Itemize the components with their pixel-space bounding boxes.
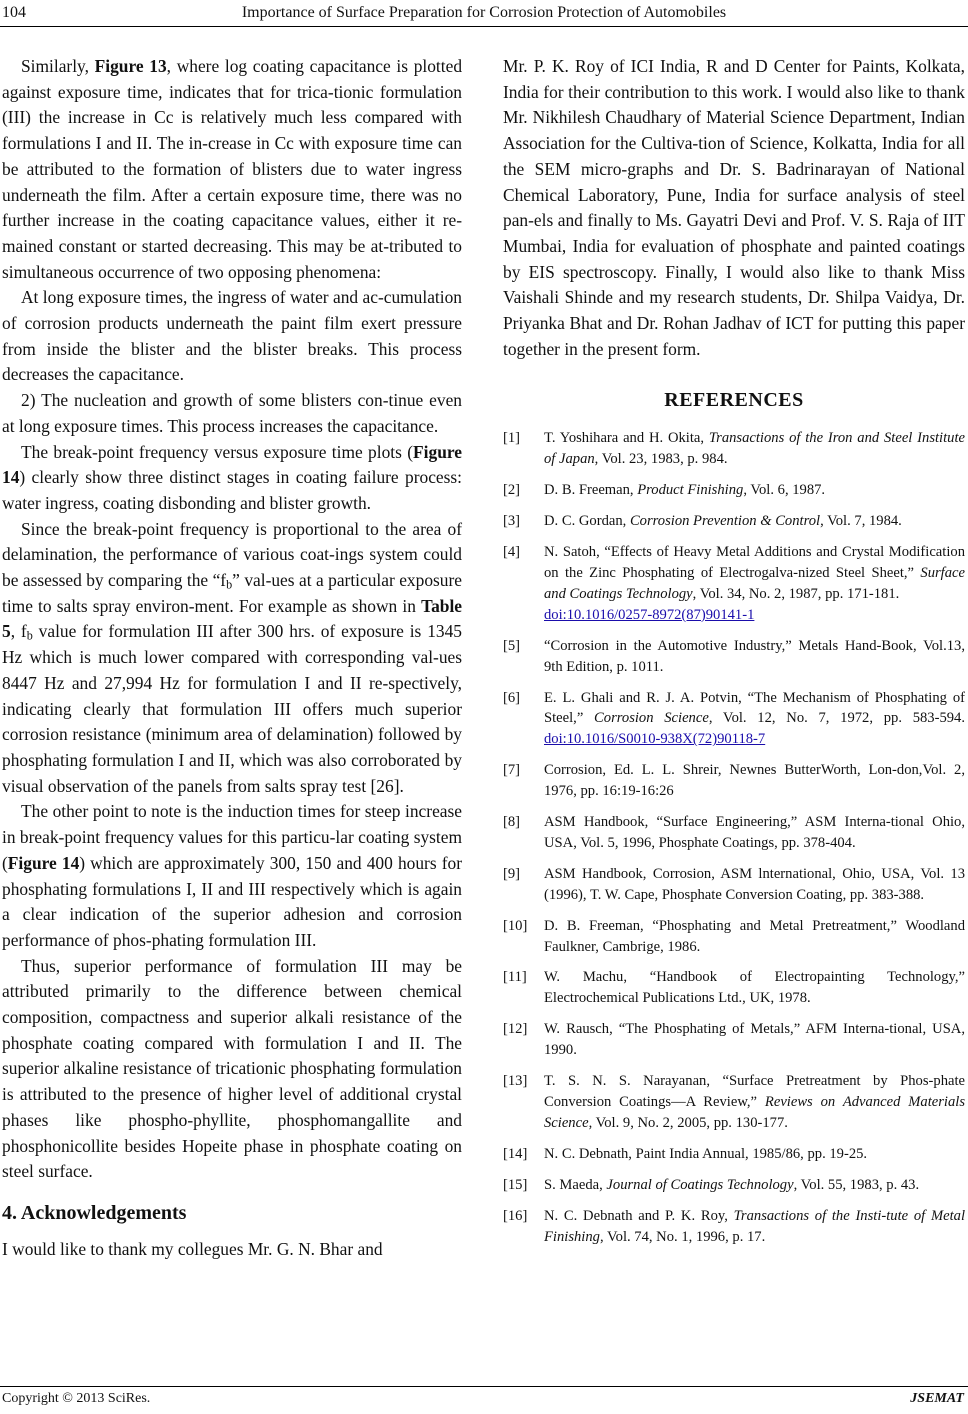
reference-source: Transactions of the Iron and Steel Institute of Japan: [544, 430, 965, 468]
text-run: value for formulation III after 300 hrs. of exposure is 1345 Hz which is much lower compared with corresponding val-ues 8447 Hz and 27,994 Hz for formulation I and II re-spectively, indicating clearly that formulation III offers much superior corrosion resistance (minimum area of delamination) followed by phosphating formulation I and II, which was also corroborated by visual observation of the panels from salts spray test [26].: [2, 621, 462, 796]
reference-source: Surface and Coatings Technology: [544, 564, 965, 602]
text-run: ) clearly show three distinct stages in coating failure process: water ingress, coating disbonding and blister growth.: [2, 467, 462, 513]
reference-item: [503, 480, 965, 501]
reference-text: ASM Handbook, “Surface Engineering,” ASM Interna-tional Ohio, USA, Vol. 5, 1996, Phosphate Coatings, pp. 378-404.: [544, 814, 965, 851]
reference-number: [4]: [503, 544, 521, 561]
paragraph-induction: [2, 799, 462, 953]
text-run: , f: [10, 621, 27, 642]
reference-item: [503, 916, 965, 958]
reference-number: [7]: [503, 762, 521, 779]
reference-text: N. C. Debnath, Paint India Annual, 1985/86, pp. 19-25.: [544, 1145, 868, 1162]
page-header: [0, 4, 968, 26]
reference-text: W. Machu, “Handbook of Electropainting Technology,” Electrochemical Publications Ltd., UK, 1978.: [544, 969, 965, 1007]
text-run: ) which are approximately 300, 150 and 400 hours for phosphating formulations I, II and III respectively which is again a clear indication of the superior adhesion and corrosion performance of phos-phating formulation III.: [2, 852, 463, 950]
reference-number: [16]: [503, 1207, 528, 1224]
reference-item: [503, 812, 965, 854]
reference-item: [503, 1019, 965, 1061]
reference-source: Transactions of the Insti-tute of Metal Finishing: [544, 1207, 965, 1245]
reference-text: D. B. Freeman, “Phosphating and Metal Pretreatment,” Woodland Faulkner, Cambrige, 1986.: [544, 917, 965, 955]
reference-text: D. B. Freeman,: [544, 482, 638, 499]
reference-number: [2]: [503, 482, 521, 499]
text-run: , where log coating capacitance is plotted against exposure time, indicates that for trica-tionic formulation (III) the increase in Cc is relatively much less compared with formulations I and II. The in-crease in Cc with exposure time can be attributed to the formation of blisters due to water ingress underneath the film. After a certain exposure time, there was no further increase in the coating capacitance values, either it re-mained constant or started decreasing. This may be at-tributed to simultaneous occurrence of two opposing phenomena:: [2, 56, 463, 282]
reference-item: [503, 688, 965, 751]
reference-text: N. Satoh, “Effects of Heavy Metal Additions and Crystal Modification on the Zinc Phosphating of Electrogalva-nized Steel Sheet,”: [544, 544, 965, 581]
reference-text: , Vol. 6, 1987.: [743, 482, 826, 499]
paragraph-breakpoint: [2, 440, 462, 517]
doi-link[interactable]: doi:10.1016/0257-8972(87)90141-1: [544, 606, 755, 623]
reference-text: , Vol. 55, 1983, p. 43.: [793, 1176, 920, 1193]
reference-item: [503, 1144, 965, 1165]
reference-list: [503, 428, 965, 1247]
reference-text: D. C. Gordan,: [544, 513, 630, 530]
reference-number: [5]: [503, 637, 521, 654]
reference-source: Product Finishing: [637, 482, 744, 499]
reference-source: Reviews on Advanced Materials Science: [544, 1094, 965, 1131]
reference-text: “Corrosion in the Automotive Industry,” Metals Hand-Book, Vol.13, 9th Edition, p. 1011.: [544, 637, 965, 675]
reference-number: [1]: [503, 430, 521, 447]
text-run: ” val-ues at a particular exposure time to salts spray environ-ment. For example as shown in: [2, 570, 462, 616]
reference-item: [503, 967, 965, 1009]
reference-text: W. Rausch, “The Phosphating of Metals,” AFM Interna-tional, USA, 1990.: [544, 1021, 965, 1059]
paragraph-long-exposure: At long exposure times, the ingress of water and ac-cumulation of corrosion products underneath the paint film exert pressure from inside the blister and the blister breaks. This process decreases the capacitance.: [2, 287, 462, 385]
reference-item: [503, 864, 965, 906]
text-run: Similarly,: [21, 56, 95, 76]
reference-text: Corrosion, Ed. L. L. Shreir, Newnes ButterWorth, Lon-don,Vol. 2, 1976, pp. 16:19-16:26: [544, 762, 965, 800]
copyright: Copyright © 2013 SciRes.: [2, 1391, 151, 1406]
reference-number: [12]: [503, 1021, 528, 1038]
reference-text: N. C. Debnath and P. K. Roy,: [544, 1207, 734, 1224]
subscript: b: [226, 577, 233, 592]
paragraph-delamination: [2, 517, 462, 800]
left-column: [2, 54, 462, 1263]
reference-item: [503, 1206, 965, 1248]
figure-14-ref: Figure 14: [2, 441, 462, 488]
footer-rule: [0, 1386, 968, 1387]
running-title: Importance of Surface Preparation for Corrosion Protection of Automobiles: [241, 4, 727, 21]
reference-text: , Vol. 34, No. 2, 1987, pp. 171-181.: [692, 585, 900, 602]
reference-item: [503, 428, 965, 470]
reference-source: Corrosion Science: [594, 710, 709, 727]
table-5-ref: Table 5: [2, 595, 462, 642]
text-run: The other point to note is the induction times for steep increase in break-point frequency values for this particu-lar coating system (: [2, 801, 462, 873]
reference-number: [8]: [503, 814, 521, 831]
reference-item: [503, 1175, 965, 1196]
reference-number: [6]: [503, 689, 521, 706]
paragraph-ack-start: I would like to thank my collegues Mr. G. N. Bhar and: [2, 1238, 383, 1259]
reference-text: T. S. N. S. Narayanan, “Surface Pretreatment by Phos-phate Conversion Coatings—A Review,”: [544, 1073, 965, 1110]
reference-text: E. L. Ghali and R. J. A. Potvin, “The Mechanism of Phosphating of Steel,”: [544, 689, 965, 727]
journal-abbrev: JSEMAT: [910, 1391, 964, 1406]
paragraph-nucleation: 2) The nucleation and growth of some blisters con-tinue even at long exposure times. This process increases the capacitance.: [2, 390, 462, 436]
doi-link[interactable]: doi:10.1016/S0010-938X(72)90118-7: [544, 731, 766, 748]
figure-13-ref: Figure 13: [94, 56, 167, 76]
reference-number: [14]: [503, 1145, 528, 1162]
reference-number: [10]: [503, 917, 528, 934]
section-heading-acknowledgements: 4. Acknowledgements: [2, 1201, 187, 1224]
reference-text: , Vol. 7, 1984.: [820, 513, 902, 530]
references-heading: REFERENCES: [664, 389, 804, 412]
reference-number: [11]: [503, 969, 527, 986]
reference-text: , Vol. 9, No. 2, 2005, pp. 130-177.: [588, 1114, 788, 1131]
reference-item: [503, 760, 965, 802]
reference-text: , Vol. 74, No. 1, 1996, p. 17.: [599, 1228, 766, 1245]
reference-number: [3]: [503, 513, 521, 530]
right-column: [503, 54, 965, 1257]
reference-text: T. Yoshihara and H. Okita,: [544, 430, 709, 447]
reference-source: Journal of Coatings Technology: [606, 1176, 794, 1193]
subscript: b: [26, 628, 33, 643]
reference-number: [13]: [503, 1073, 528, 1090]
reference-text: , Vol. 12, No. 7, 1972, pp. 583-594.: [708, 710, 965, 727]
page-number: 104: [2, 4, 26, 21]
reference-number: [15]: [503, 1176, 528, 1193]
reference-text: , Vol. 23, 1983, p. 984.: [594, 451, 728, 468]
paragraph-superior-performance: Thus, superior performance of formulation III may be attributed primarily to the difference between chemical composition, compactness and superior alkali resistance of the phosphate coating compared with formulation I and II. The superior alkaline resistance of tricationic phosphating formulation is attributed to the presence of higher level of additional crystal phases like phospho-phyllite, phosphomangallite and phosphonicollite besides Hopeite phase in phosphate coating on steel surface.: [2, 955, 462, 1182]
reference-text: S. Maeda,: [544, 1176, 607, 1193]
reference-item: [503, 542, 965, 626]
paragraph-ack-cont: Mr. P. K. Roy of ICI India, R and D Center for Paints, Kolkata, India for their contribution to this work. I would also like to thank Mr. Nikhilesh Chaudhary of Material Science Department, Indian Association for the Cultiva-tion of Science, Kolkatta, India for all the SEM micro-graphs and Dr. S. Badrinarayan of National Chemical Laboratory, Pune, India for surface analysis of steel pan-els and finally to Ms. Gayatri Devi and Prof. V. S. Raja of IIT Mumbai, India for evaluation of phosphate and painted coatings by EIS spectroscopy. Finally, I would also like to thank Miss Vaishali Shinde and my research students, Dr. Shilpa Vaidya, Dr. Priyanka Bhat and Dr. Rohan Jadhav of ICT for putting this paper together in the present form.: [503, 56, 965, 359]
reference-item: [503, 1071, 965, 1134]
paragraph-figure13: [2, 54, 462, 285]
reference-text: ASM Handbook, Corrosion, ASM lnternational, Ohio, USA, Vol. 13 (1996), T. W. Cape, Phosphate Conversion Coating, pp. 383-388.: [544, 865, 965, 903]
reference-source: Corrosion Prevention & Control: [629, 513, 821, 530]
figure-14-ref: Figure 14: [7, 852, 80, 873]
text-run: The break-point frequency versus exposure time plots (: [21, 441, 414, 462]
reference-item: [503, 636, 965, 678]
reference-number: [9]: [503, 865, 521, 882]
reference-item: [503, 511, 965, 532]
header-rule: [0, 26, 968, 27]
text-run: Since the break-point frequency is proportional to the area of delamination, the performance of various coat-ings system could be assessed by comparing the “f: [2, 518, 462, 591]
